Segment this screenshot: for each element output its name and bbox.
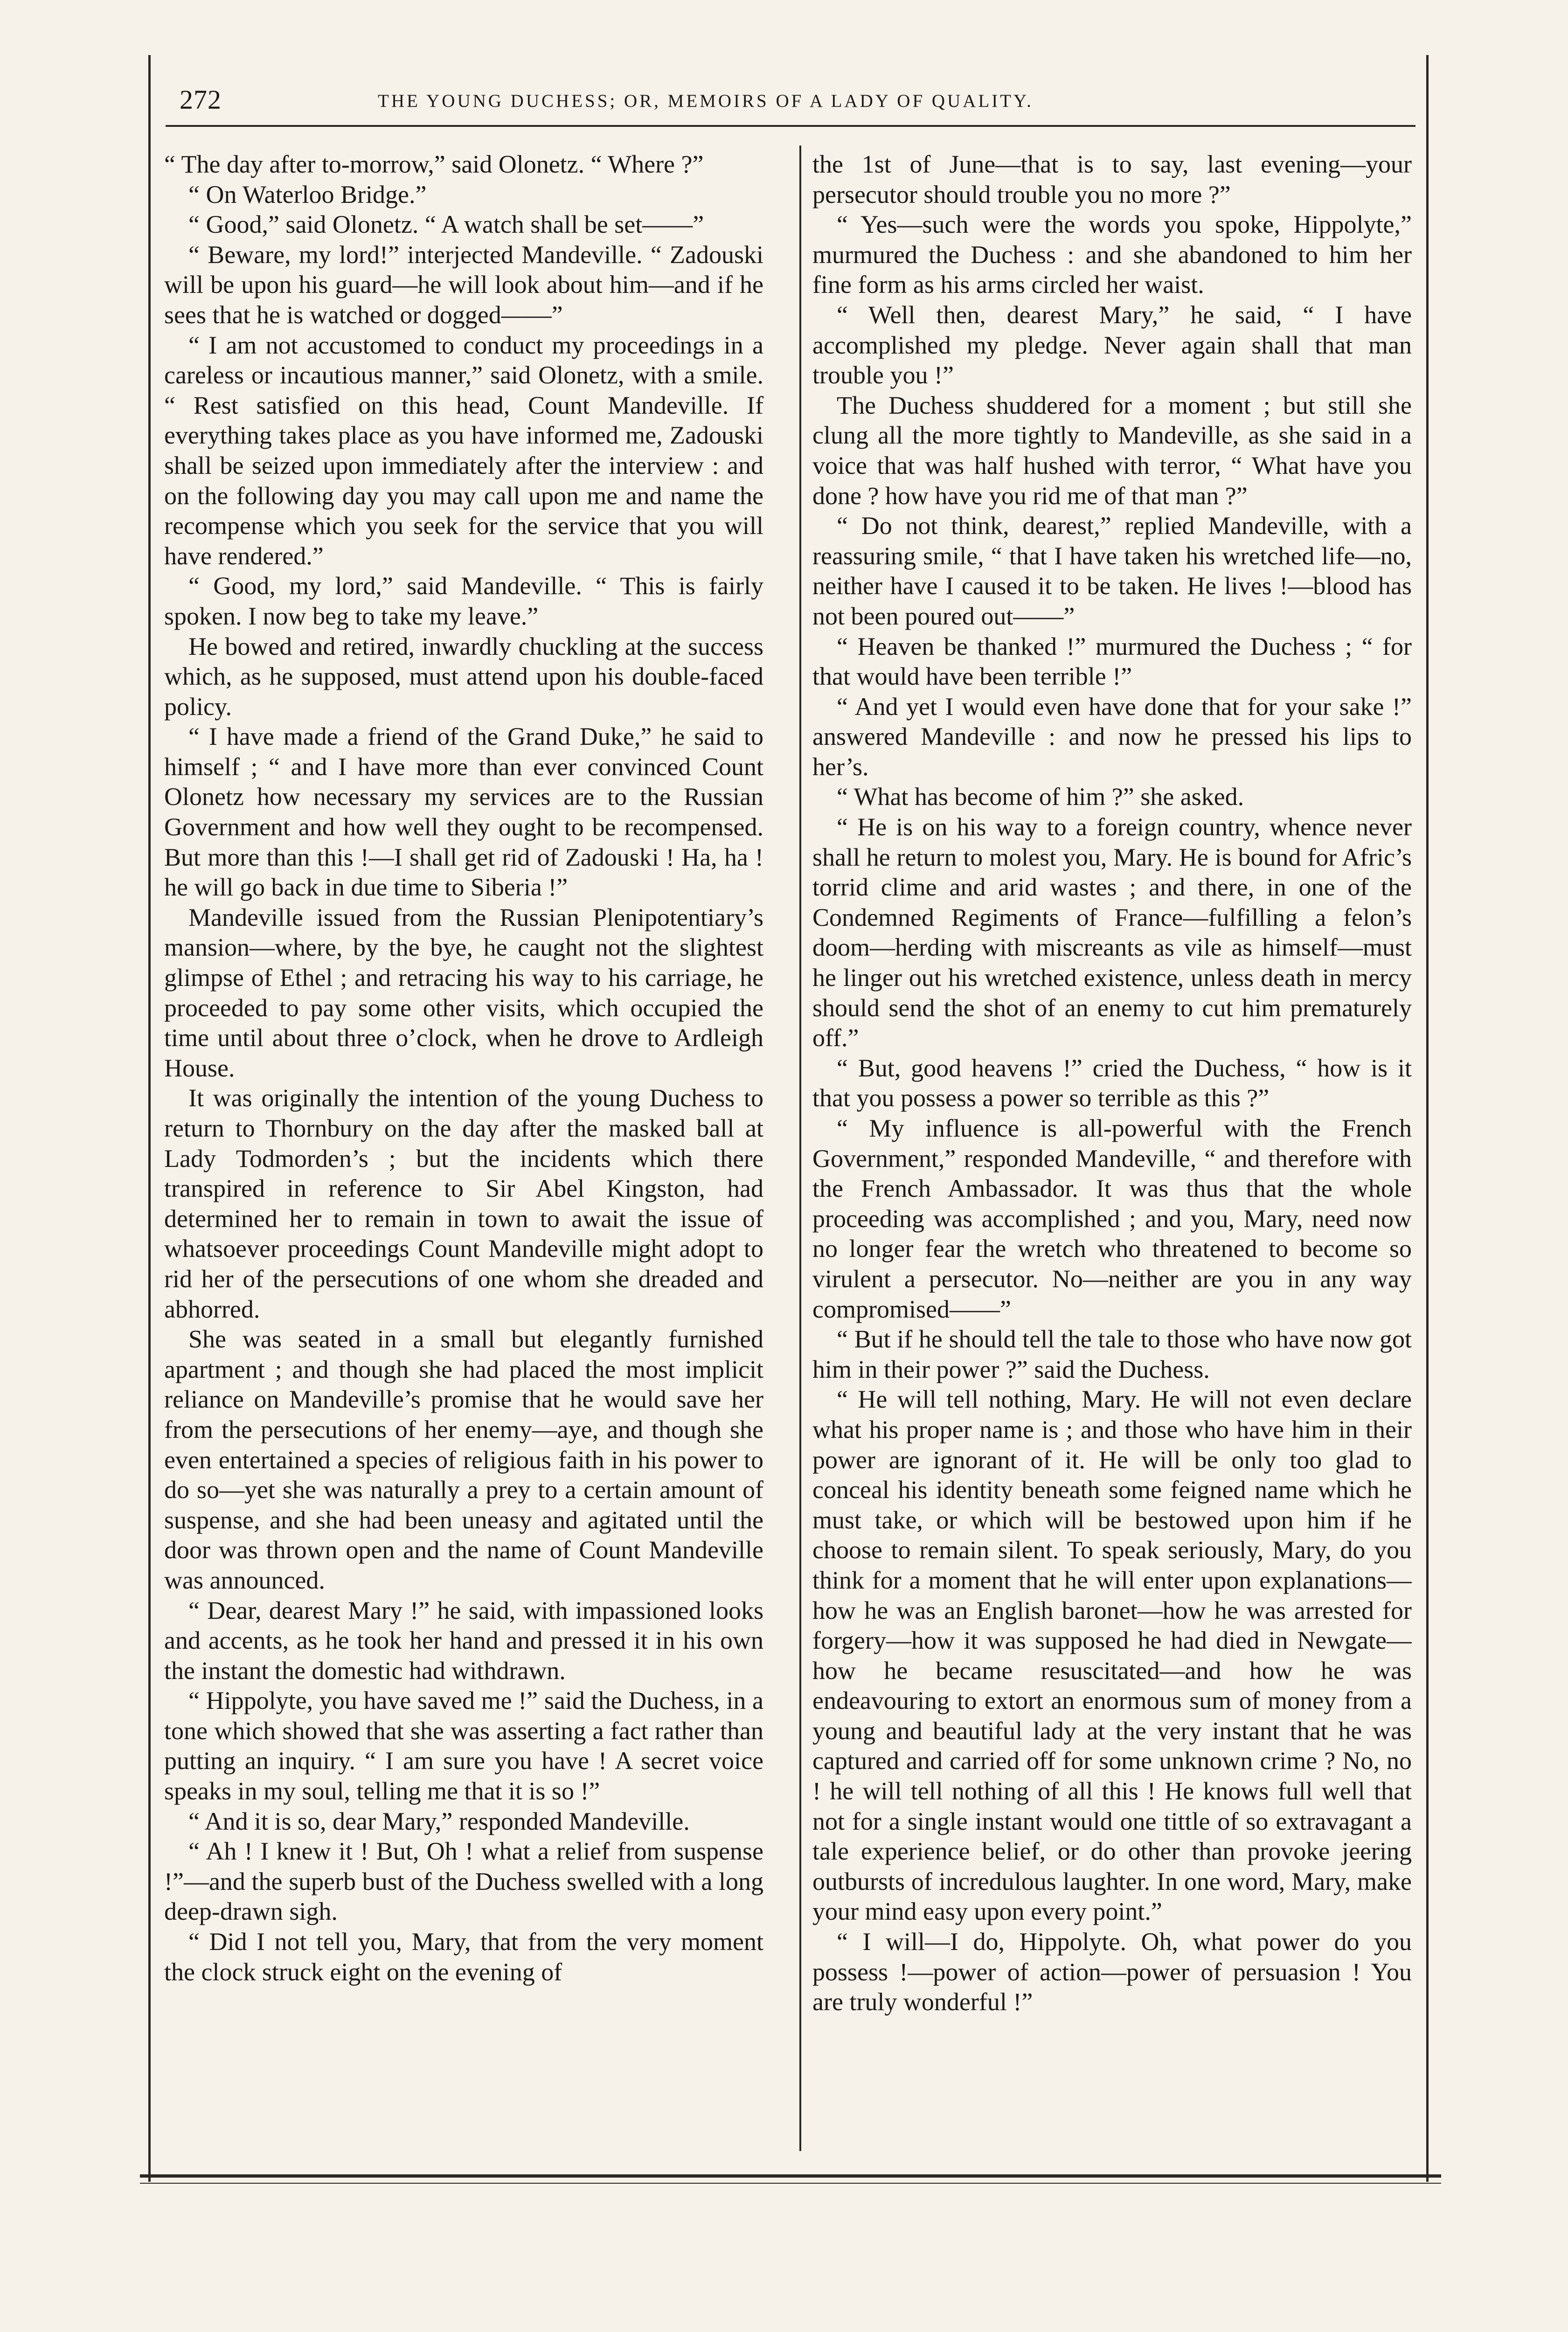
paragraph: “ He will tell nothing, Mary. He will not even declare what his proper name is ; and those who have him in their power are ignorant of it. He will be only too glad to conceal his identity beneath some feigned name which he must take, or which will be bestowed upon him if he choose to remain silent. To speak seriously, Mary, do you think for a moment that he will enter upon explanations—how he was an English baronet—how he was arrested for forgery—how it was supposed he had died in Newgate—how he became resuscitated—and how he was endeavouring to extort an enormous sum of money from a young and beautiful lady at the very instant that he was captured and carried off for some unknown crime ? No, no ! he will tell nothing of all this ! He knows full well that not for a single instant would one tittle of so extravagant a tale experience belief, or do other than provoke jeering outbursts of incredulous laughter. In one word, Mary, make your mind easy upon every point.” (812, 1385, 1412, 1926)
paragraph: “ Yes—such were the words you spoke, Hippolyte,” murmured the Duchess : and she abandoned to him her fine form as his arms circled her waist. (812, 210, 1412, 299)
paragraph: “ He is on his way to a foreign country, whence never shall he return to molest you, Mary. He is bound for Afric’s torrid clime and arid wastes ; and there, in one of the Condemned Regiments of France—fulfilling a felon’s doom—herding with miscreants as vile as himself—must he linger out his wretched existence, unless death in mercy should send the shot of an enemy to cut him prematurely off.” (812, 813, 1412, 1052)
paragraph: “ My influence is all-powerful with the French Government,” responded Mandeville, “ and therefore with the French Ambassador. It was thus that the whole proceeding was accomplished ; and you, Mary, need now no longer fear the wretch who threatened to become so virulent a persecutor. No—neither are you in any way compromised——” (812, 1114, 1412, 1323)
paragraph: “ I will—I do, Hippolyte. Oh, what power do you possess !—power of action—power of persuasion ! You are truly wonderful !” (812, 1928, 1412, 2016)
bottom-rule-thin (140, 2183, 1441, 2184)
paragraph: “ Well then, dearest Mary,” he said, “ I have accomplished my pledge. Never again shall that man trouble you !” (812, 300, 1412, 389)
page-header (175, 80, 1404, 122)
paragraph: “ Hippolyte, you have saved me !” said the Duchess, in a tone which showed that she was asserting a fact rather than putting an inquiry. “ I am sure you have ! A secret voice speaks in my soul, telling me that it is so !” (164, 1687, 763, 1805)
paragraph: “ Heaven be thanked !” murmured the Duchess ; “ for that would have been terrible !” (812, 632, 1412, 691)
paragraph: “ Beware, my lord!” interjected Mandeville. “ Zadouski will be upon his guard—he will look about him—and if he sees that he is watched or dogged——” (164, 240, 763, 329)
paragraph: She was seated in a small but elegantly furnished apartment ; and though she had placed the most implicit reliance on Mandeville’s promise that he would save her from the persecutions of her enemy—aye, and though she even entertained a species of religious faith in his power to do so—yet she was naturally a prey to a certain amount of suspense, and she had been uneasy and agitated until the door was thrown open and the name of Count Mandeville was announced. (164, 1325, 763, 1594)
paragraph: “ And yet I would even have done that for your sake !” answered Mandeville : and now he pressed his lips to her’s. (812, 692, 1412, 781)
paragraph: “ And it is so, dear Mary,” responded Mandeville. (188, 1807, 690, 1835)
right-border-rule (1426, 55, 1429, 2182)
paragraph: Mandeville issued from the Russian Plenipotentiary’s mansion—where, by the bye, he caught not the slightest glimpse of Ethel ; and retracing his way to his carriage, he proceeded to pay some other visits, which occupied the time until about three o’clock, when he drove to Ardleigh House. (164, 903, 763, 1082)
page-number: 272 (180, 84, 222, 115)
paragraph: “ The day after to-morrow,” said Olonetz. “ Where ?” (164, 150, 704, 178)
paragraph: “ But if he should tell the tale to those who have now got him in their power ?” said the Duchess. (812, 1325, 1412, 1383)
paragraph: “ Ah ! I knew it ! But, Oh ! what a relief from suspense !”—and the superb bust of the Duchess swelled with a long deep-drawn sigh. (164, 1837, 763, 1926)
paragraph: He bowed and retired, inwardly chuckling at the success which, as he supposed, must attend upon his double-faced policy. (164, 632, 763, 721)
paragraph: “ I am not accustomed to conduct my proceedings in a careless or incautious manner,” said Olonetz, with a smile. “ Rest satisfied on this head, Count Mandeville. If everything takes place as you have informed me, Zadouski shall be seized upon immediately after the interview : and on the following day you may call upon me and name the recompense which you seek for the service that you will have rendered.” (164, 331, 763, 570)
column-divider (799, 146, 801, 2151)
paragraph: “ But, good heavens !” cried the Duchess, “ how is it that you possess a power so terrible as this ?” (812, 1054, 1412, 1112)
paragraph: “ I have made a friend of the Grand Duke,” he said to himself ; “ and I have more than ever convinced Count Olonetz how necessary my services are to the Russian Government and how well they ought to be recompensed. But more than this !—I shall get rid of Zadouski ! Ha, ha ! he will go back in due time to Siberia !” (164, 722, 763, 902)
paragraph: the 1st of June—that is to say, last evening—your persecutor should trouble you no more ?” (812, 150, 1412, 208)
paragraph: “ Did I not tell you, Mary, that from the very moment the clock struck eight on the evening of (164, 1928, 763, 1986)
right-column (812, 149, 1412, 2155)
paragraph: “ What has become of him ?” she asked. (837, 783, 1244, 811)
bottom-rule-thick (140, 2174, 1441, 2178)
running-head: THE YOUNG DUCHESS; OR, MEMOIRS OF A LADY OF QUALITY. (378, 91, 1034, 111)
paragraph: “ On Waterloo Bridge.” (188, 180, 427, 208)
paragraph: The Duchess shuddered for a moment ; but still she clung all the more tightly to Mandeville, as she said in a voice that was half hushed with terror, “ What have you done ? how have you rid me of that man ?” (812, 391, 1412, 510)
paragraph: “ Good, my lord,” said Mandeville. “ This is fairly spoken. I now beg to take my leave.” (164, 572, 763, 630)
left-border-rule (148, 55, 151, 2182)
paragraph: It was originally the intention of the young Duchess to return to Thornbury on the day after the masked ball at Lady Todmorden’s ; but the incidents which there transpired in reference to Sir Abel Kingston, had determined her to remain in town to await the issue of whatsoever proceedings Count Mandeville might adopt to rid her of the persecutions of one whom she dreaded and abhorred. (164, 1084, 763, 1323)
paragraph: “ Good,” said Olonetz. “ A watch shall be set——” (188, 210, 704, 239)
paragraph: “ Dear, dearest Mary !” he said, with impassioned looks and accents, as he took her hand and pressed it in his own the instant the domestic had withdrawn. (164, 1596, 763, 1685)
header-rule (166, 125, 1415, 127)
left-column (164, 149, 763, 2155)
paragraph: “ Do not think, dearest,” replied Mandeville, with a reassuring smile, “ that I have taken his wretched life—no, neither have I caused it to be taken. He lives !—blood has not been poured out——” (812, 512, 1412, 630)
